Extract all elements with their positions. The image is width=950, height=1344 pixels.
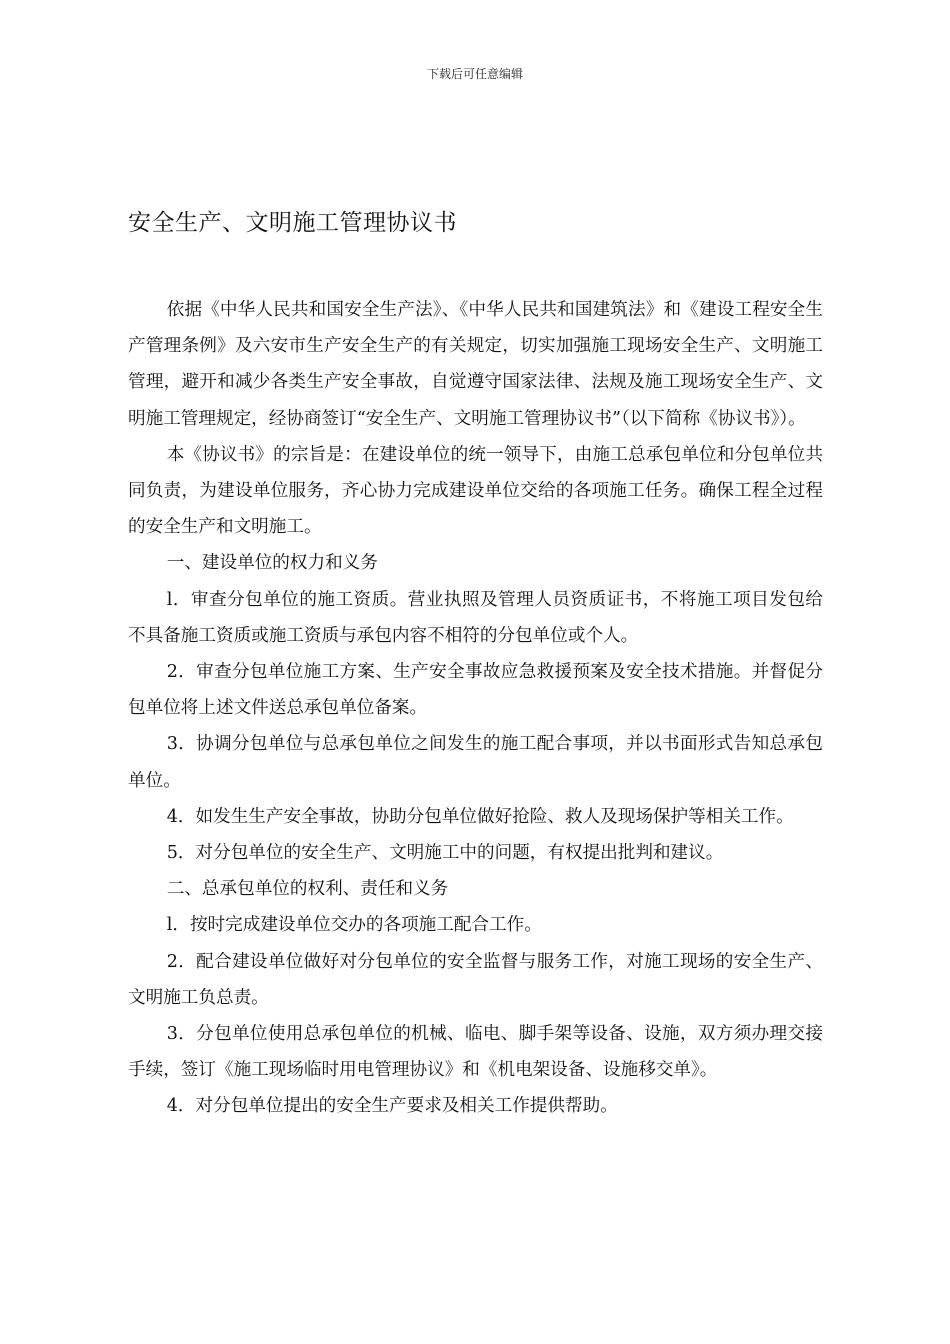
clause-item: l．审查分包单位的施工资质。营业执照及管理人员资质证书，不将施工项目发包给不具备施工资质或施工资质与承包内容不相符的分包单位或个人。	[128, 589, 823, 646]
clause-item: 3．分包单位使用总承包单位的机械、临电、脚手架等设备、设施，双方须办理交接手续，签订《施工现场临时用电管理协议》和《机电架设备、设施移交单》。	[128, 1024, 823, 1081]
clause-item: 5．对分包单位的安全生产、文明施工中的问题，有权提出批判和建议。	[166, 843, 724, 864]
clause-item: 2．配合建设单位做好对分包单位的安全监督与服务工作，对施工现场的安全生产、文明施工负总责。	[128, 951, 823, 1008]
clause-item: 3．协调分包单位与总承包单位之间发生的施工配合事项，并以书面形式告知总承包单位。	[128, 734, 823, 791]
clause-item: l．按时完成建设单位交办的各项施工配合工作。	[166, 915, 542, 936]
clause-item: 4．如发生生产安全事故，协助分包单位做好抢险、救人及现场保护等相关工作。	[166, 806, 794, 827]
section-heading-contractor: 二、总承包单位的权利、责任和义务	[166, 879, 449, 900]
document-title: 安全生产、文明施工管理协议书	[128, 210, 457, 236]
document-body	[128, 292, 823, 1125]
page-header-note: 下载后可任意编辑	[426, 67, 523, 81]
clause-item: 4．对分包单位提出的安全生产要求及相关工作提供帮助。	[166, 1096, 618, 1117]
paragraph-purpose: 本《协议书》的宗旨是：在建设单位的统一领导下，由施工总承包单位和分包单位共同负责，为建设单位服务，齐心协力完成建设单位交给的各项施工任务。确保工程全过程的安全生产和文明施工。	[128, 444, 823, 538]
section-heading-owner: 一、建设单位的权力和义务	[166, 553, 378, 574]
clause-item: 2．审查分包单位施工方案、生产安全事故应急救援预案及安全技术措施。并督促分包单位将上述文件送总承包单位备案。	[128, 662, 823, 719]
paragraph-basis: 依据《中华人民共和国安全生产法》、《中华人民共和国建筑法》和《建设工程安全生产管理条例》及六安市生产安全生产的有关规定，切实加强施工现场安全生产、文明施工管理，避开和减少各类生产安全事故，自觉遵守国家法律、法规及施工现场安全生产、文明施工管理规定，经协商签订“安全生产、文明施工管理协议书”（以下简称《协议书》）。	[128, 300, 823, 429]
